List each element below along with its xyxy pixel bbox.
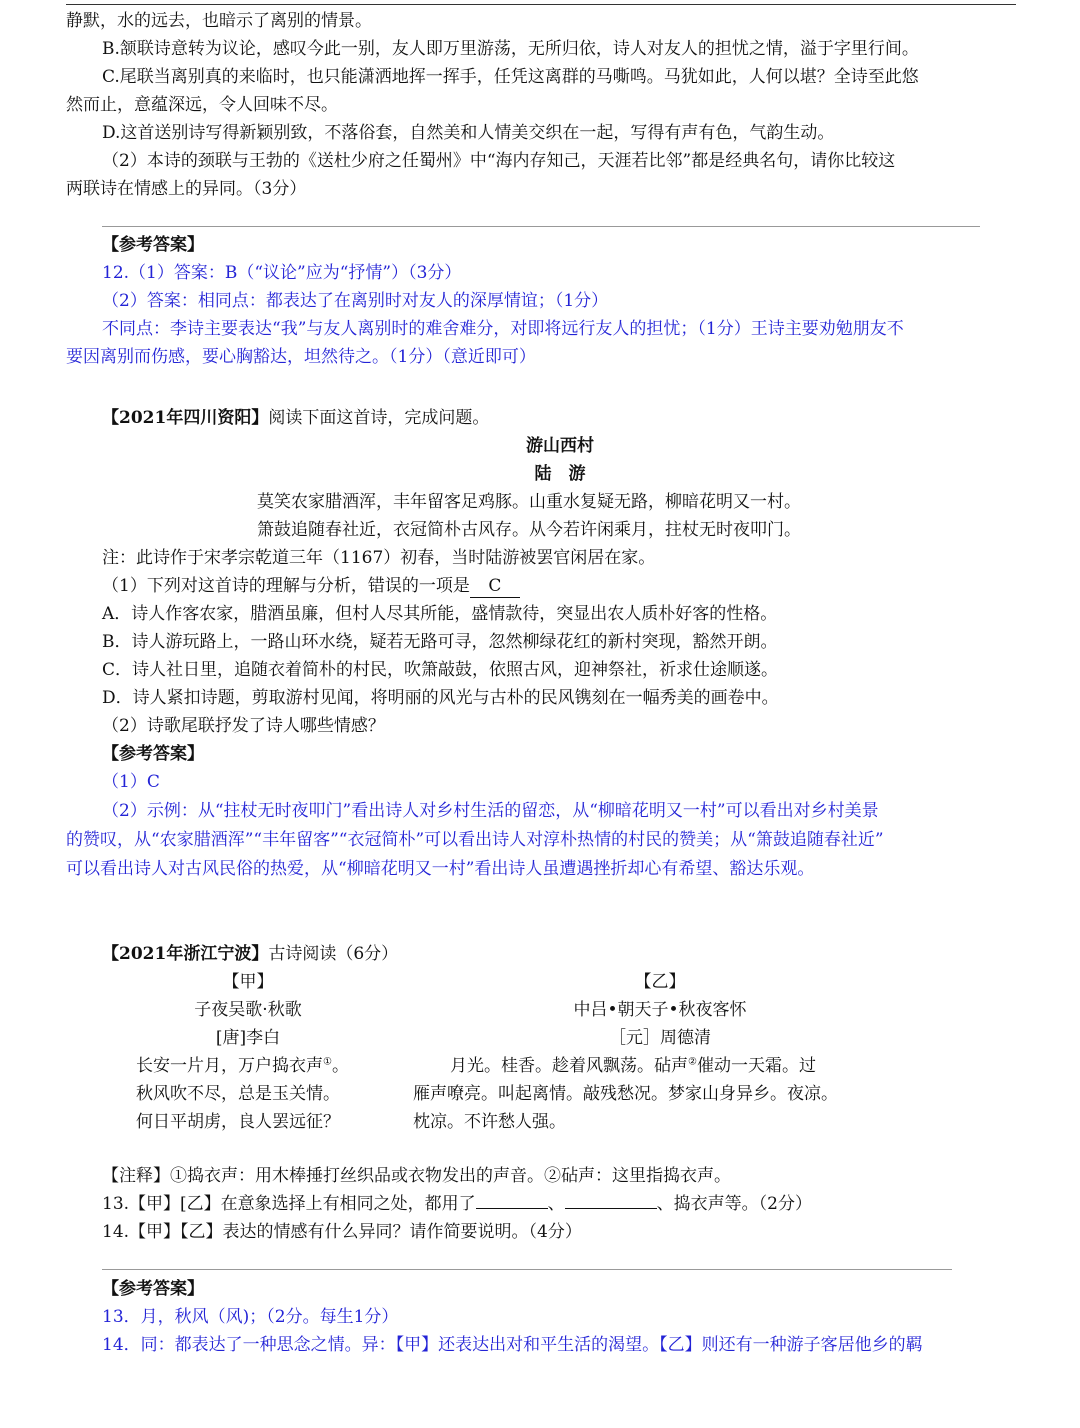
- answer-divider: [102, 226, 980, 227]
- option-b: B．诗人游玩路上，一路山环水绕，疑若无路可寻，忽然柳绿花红的新村突现，豁然开朗。: [102, 632, 778, 652]
- option-b-line: B.颔联诗意转为议论，感叹今此一别，友人即万里游荡，无所归依，诗人对友人的担忧之情，溢于字里行间。: [102, 39, 919, 59]
- poem-yi-title: 中吕•朝天子•秋夜客怀: [573, 1000, 747, 1020]
- section-heading: [102, 943, 398, 965]
- poem-title: 游山西村: [526, 436, 594, 456]
- question-text: （1）下列对这首诗的理解与分析，错误的一项是: [102, 576, 470, 596]
- poem-text: 长安一片月，万户捣衣声: [136, 1056, 323, 1076]
- answer-line: 14．同：都表达了一种思念之情。异：【甲】还表达出对和平生活的渴望。【乙】则还有一种游子客居他乡的羁: [102, 1335, 923, 1355]
- answer-line: （2）示例：从“拄杖无时夜叩门”看出诗人对乡村生活的留恋，从“柳暗花明又一村”可以看出对乡村美景: [102, 801, 879, 821]
- option-d-line: D.这首送别诗写得新颖别致，不落俗套，自然美和人情美交织在一起，写得有声有色，气韵生动。: [102, 123, 835, 143]
- poem-text: 催动一天霜。过: [696, 1056, 816, 1076]
- poem-jia-line: 何日平胡虏，良人罢远征？: [136, 1112, 340, 1132]
- poem-line: 莫笑农家腊酒浑，丰年留客足鸡豚。山重水复疑无路，柳暗花明又一村。: [257, 492, 801, 512]
- poem-jia-label: 【甲】: [222, 972, 274, 992]
- blank: [565, 1208, 657, 1209]
- answer-line: 可以看出诗人对古风民俗的热爱，从“柳暗花明又一村”看出诗人虽遭遇挫折却心有希望、豁达乐观。: [66, 859, 815, 879]
- poem-jia-title: 子夜吴歌·秋歌: [194, 1000, 302, 1020]
- instruction: 古诗阅读（6分）: [268, 944, 399, 964]
- answer-line: 13．月，秋风（风)；（2分。每生1分）: [102, 1307, 399, 1327]
- poem-yi-line: [450, 1055, 816, 1077]
- option-a: A．诗人作客农家，腊酒虽廉，但村人尽其所能，盛情款待，突显出农人质朴好客的性格。: [102, 604, 778, 624]
- poem-yi-author: ［元］周德清: [609, 1028, 711, 1048]
- question-text: 、捣衣声等。（2分）: [656, 1194, 812, 1214]
- text-line: 然而止，意蕴深远，令人回味不尽。: [66, 95, 338, 115]
- answer-header: 【参考答案】: [102, 744, 204, 764]
- filled-answer: C: [470, 575, 520, 598]
- blank: [476, 1208, 548, 1209]
- answer-divider: [102, 1269, 952, 1270]
- poem-text: 。: [331, 1056, 349, 1076]
- poem-yi-label: 【乙】: [634, 972, 686, 992]
- poem-yi-line: 枕凉。不许愁人强。: [413, 1112, 566, 1132]
- answer-line: 要因离别而伤感，要心胸豁达，坦然待之。（1分）（意近即可）: [66, 347, 536, 367]
- question-line: 两联诗在情感上的异同。（3分）: [66, 179, 307, 199]
- answer-line: 不同点：李诗主要表达“我”与友人离别时的难舍难分，对即将远行友人的担忧；（1分）王诗主要劝勉朋友不: [102, 319, 904, 339]
- question-2: （2）诗歌尾联抒发了诗人哪些情感？: [102, 716, 385, 736]
- question-line: （2）本诗的颈联与王勃的《送杜少府之任蜀州》中“海内存知己，天涯若比邻”都是经典名句，请你比较这: [102, 151, 896, 171]
- answer-line: 的赞叹，从“农家腊酒浑”“丰年留客”“衣冠简朴”可以看出诗人对淳朴热情的村民的赞美；从“箫鼓追随春社近”: [66, 830, 884, 850]
- poem-note: 注：此诗作于宋孝宗乾道三年（1167）初春，当时陆游被罢官闲居在家。: [102, 548, 656, 568]
- source-label: 【2021年四川资阳】: [102, 408, 269, 428]
- question-14: 14.【甲】【乙】表达的情感有什么异同？请作简要说明。（4分）: [102, 1222, 582, 1242]
- top-rule: [66, 4, 1016, 5]
- instruction: 阅读下面这首诗，完成问题。: [268, 408, 490, 428]
- section-heading: [102, 407, 489, 429]
- footnote-mark: ①: [323, 1056, 332, 1068]
- question-13: [102, 1193, 812, 1215]
- option-c-line: C.尾联当离别真的来临时，也只能潇洒地挥一挥手，任凭这离群的马嘶鸣。马犹如此，人何以堪？全诗至此悠: [102, 67, 919, 87]
- poem-author: 陆 游: [534, 464, 586, 484]
- question-text: 13.【甲】[乙】在意象选择上有相同之处，都用了: [102, 1194, 476, 1214]
- footnotes: 【注释】①捣衣声：用木棒捶打丝织品或衣物发出的声音。②砧声：这里指捣衣声。: [102, 1166, 731, 1186]
- source-label: 【2021年浙江宁波】: [102, 944, 269, 964]
- answer-header: 【参考答案】: [102, 1279, 204, 1299]
- poem-line: 箫鼓追随春社近，衣冠简朴古风存。从今若许闲乘月，拄杖无时夜叩门。: [257, 520, 801, 540]
- poem-yi-line: 雁声嘹亮。叫起离情。敲残愁况。梦家山身异乡。夜凉。: [413, 1084, 838, 1104]
- poem-jia-line: 秋风吹不尽，总是玉关情。: [136, 1084, 340, 1104]
- question-1: [102, 575, 520, 598]
- option-d: D．诗人紧扣诗题，剪取游村见闻，将明丽的风光与古朴的民风镌刻在一幅秀美的画卷中。: [102, 688, 779, 708]
- poem-jia-author: [唐]李白: [215, 1028, 281, 1048]
- answer-line: 12.（1）答案：B（“议论”应为“抒情”）（3分）: [102, 263, 462, 283]
- separator: 、: [547, 1194, 565, 1214]
- answer-header: 【参考答案】: [102, 235, 204, 255]
- poem-text: 月光。桂香。趁着风飘荡。砧声: [450, 1056, 688, 1076]
- answer-line: （2）答案：相同点：都表达了在离别时对友人的深厚情谊；（1分）: [102, 291, 609, 311]
- answer-line: （1）C: [102, 772, 160, 792]
- text-line: 静默，水的远去，也暗示了离别的情景。: [66, 11, 372, 31]
- poem-jia-line: [136, 1055, 349, 1077]
- option-c: C．诗人社日里，追随衣着简朴的村民，吹箫敲鼓，依照古风，迎神祭社，祈求仕途顺遂。: [102, 660, 779, 680]
- footnote-mark: ②: [688, 1056, 697, 1068]
